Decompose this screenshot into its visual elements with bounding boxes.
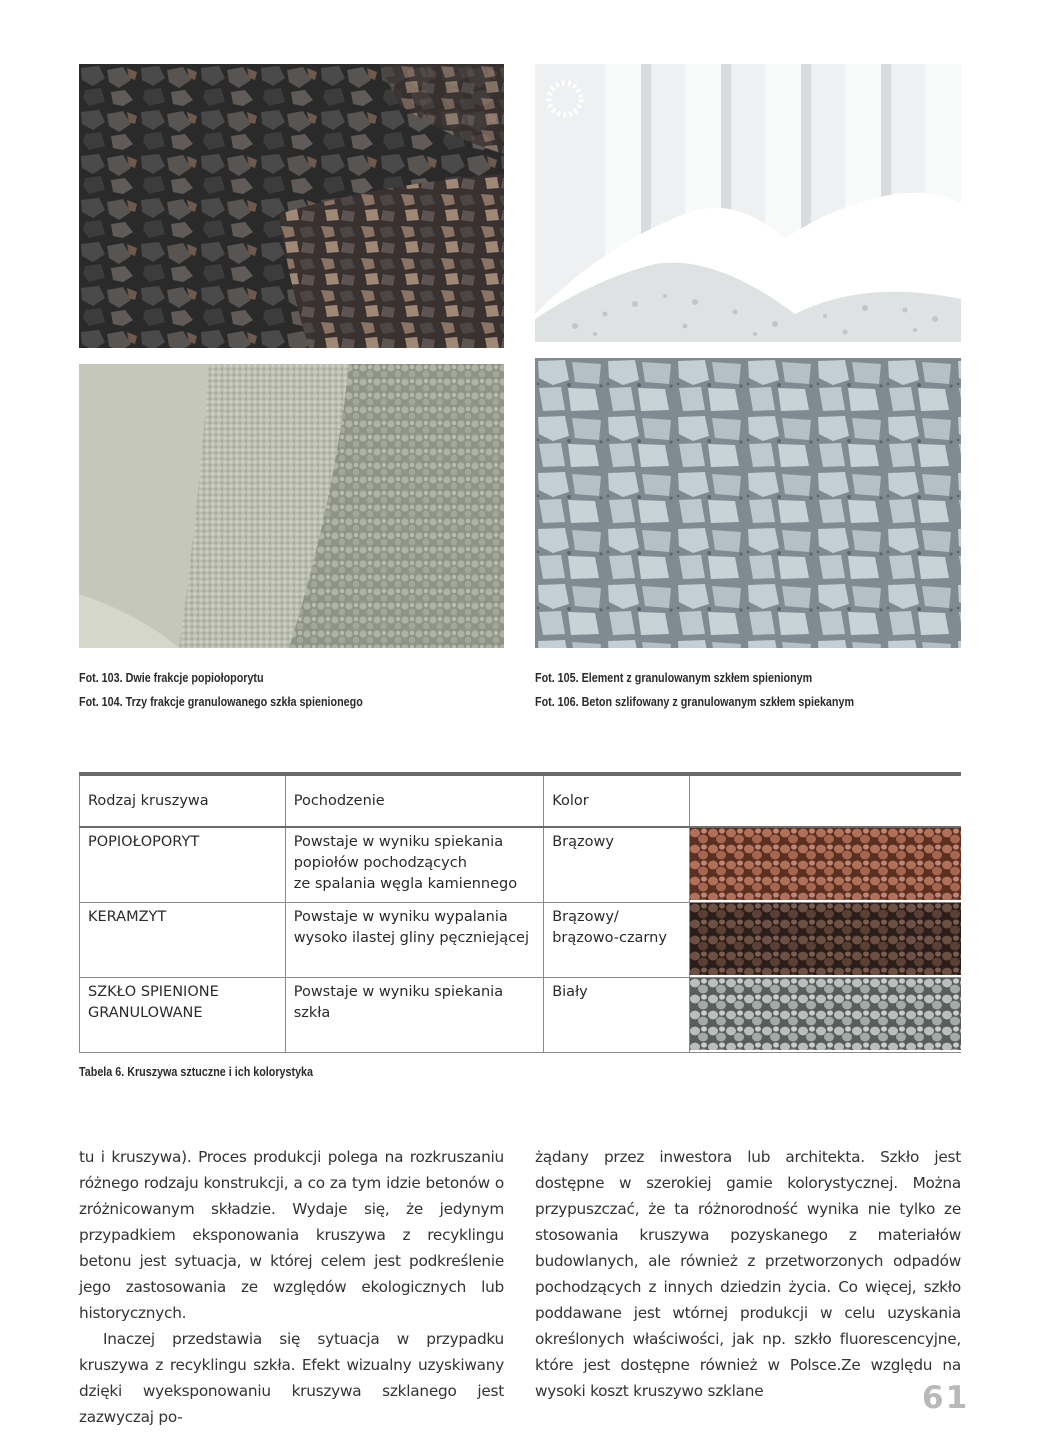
header-kolor: Kolor [544,774,690,827]
origin-line: popiołów pochodzących [293,855,467,871]
szklo-spienione-image [690,978,961,1050]
popioloporyt-image [690,828,961,900]
table-row [80,978,962,1053]
table-caption: Tabela 6. Kruszywa sztuczne i ich kolorystyka [79,1065,314,1079]
cell-color [544,978,690,1053]
origin-line: ze spalania węgla kamiennego [293,876,518,892]
type-line: GRANULOWANE [88,1005,203,1021]
origin-line: szkła [293,1005,331,1021]
body-column-left [79,1144,504,1430]
cell-image-popioloporyt [689,827,961,903]
paragraph: tu i kruszywa). Proces produkcji polega na rozkruszaniu różnego rodzaju konstrukcji, a co za tym idzie betonów o zróżnicowanym składzie. Wydaje się, że jedynym przypadkiem eksponowania kruszywa z recyklingu betonu jest sytuacja, w której celem jest podkreślenie jego zastosowania ze względów ekologicznych lub historycznych. [79,1148,504,1322]
photo-fot-105 [535,64,961,342]
cell-origin [285,903,543,978]
cell-origin [285,978,543,1053]
color-line: Brązowy/ [552,909,619,925]
header-image [689,774,961,827]
caption-fot-104: Fot. 104. Trzy frakcje granulowanego szkła spienionego [79,695,363,709]
header-rodzaj: Rodzaj kruszywa [80,774,286,827]
cell-origin [285,827,543,903]
table-row [80,903,962,978]
type-line: SZKŁO SPIENIONE [88,984,219,1000]
page-number: 61 [922,1380,970,1416]
paragraph: żądany przez inwestora lub architekta. Szkło jest dostępne w szerokiej gamie kolorystycznej. Można przypuszczać, że ta różnorodność wynika nie tylko ze stosowania kruszywa pozyskanego z materiałów budowlanych, ale również z przetworzonych odpadów pochodzących z innych dziedzin życia. Co więcej, szkło poddawane jest wtórnej produkcji w celu uzyskania określonych właściwości, jak np. szkło fluorescencyjne, które jest dostępne również w Polsce.Ze względu na wysoki koszt kruszywo szklane [535,1148,961,1400]
caption-fot-105: Fot. 105. Element z granulowanym szkłem spienionym [535,671,813,685]
cell-color [544,903,690,978]
table-header-row [80,774,962,827]
origin-line: Powstaje w wyniku wypalania [293,909,508,925]
photo-fot-106 [535,358,961,648]
table-row [80,827,962,903]
cell-type: KERAMZYT [80,903,286,978]
photo-fot-104 [79,364,504,648]
color-line: Biały [552,984,588,1000]
cell-image-keramzyt [689,903,961,978]
body-column-right [535,1144,961,1404]
origin-line: Powstaje w wyniku spiekania [293,984,504,1000]
color-line: brązowo-czarny [552,930,667,946]
header-pochodzenie: Pochodzenie [285,774,543,827]
origin-line: wysoko ilastej gliny pęczniejącej [293,930,530,946]
aggregate-table [79,772,961,1053]
caption-fot-103: Fot. 103. Dwie frakcje popiołoporytu [79,671,264,685]
photo-fot-103 [79,64,504,348]
cell-image-szklo [689,978,961,1053]
cell-type [80,978,286,1053]
keramzyt-image [690,903,961,975]
origin-line: Powstaje w wyniku spiekania [293,834,504,850]
cell-type: POPIOŁOPORYT [80,827,286,903]
caption-fot-106: Fot. 106. Beton szlifowany z granulowanym szkłem spiekanym [535,695,855,709]
color-line: Brązowy [552,834,614,850]
cell-color [544,827,690,903]
paragraph: Inaczej przedstawia się sytuacja w przypadku kruszywa z recyklingu szkła. Efekt wizualny uzyskiwany dzięki wyeksponowaniu kruszywa szklanego jest zazwyczaj po- [79,1330,504,1426]
